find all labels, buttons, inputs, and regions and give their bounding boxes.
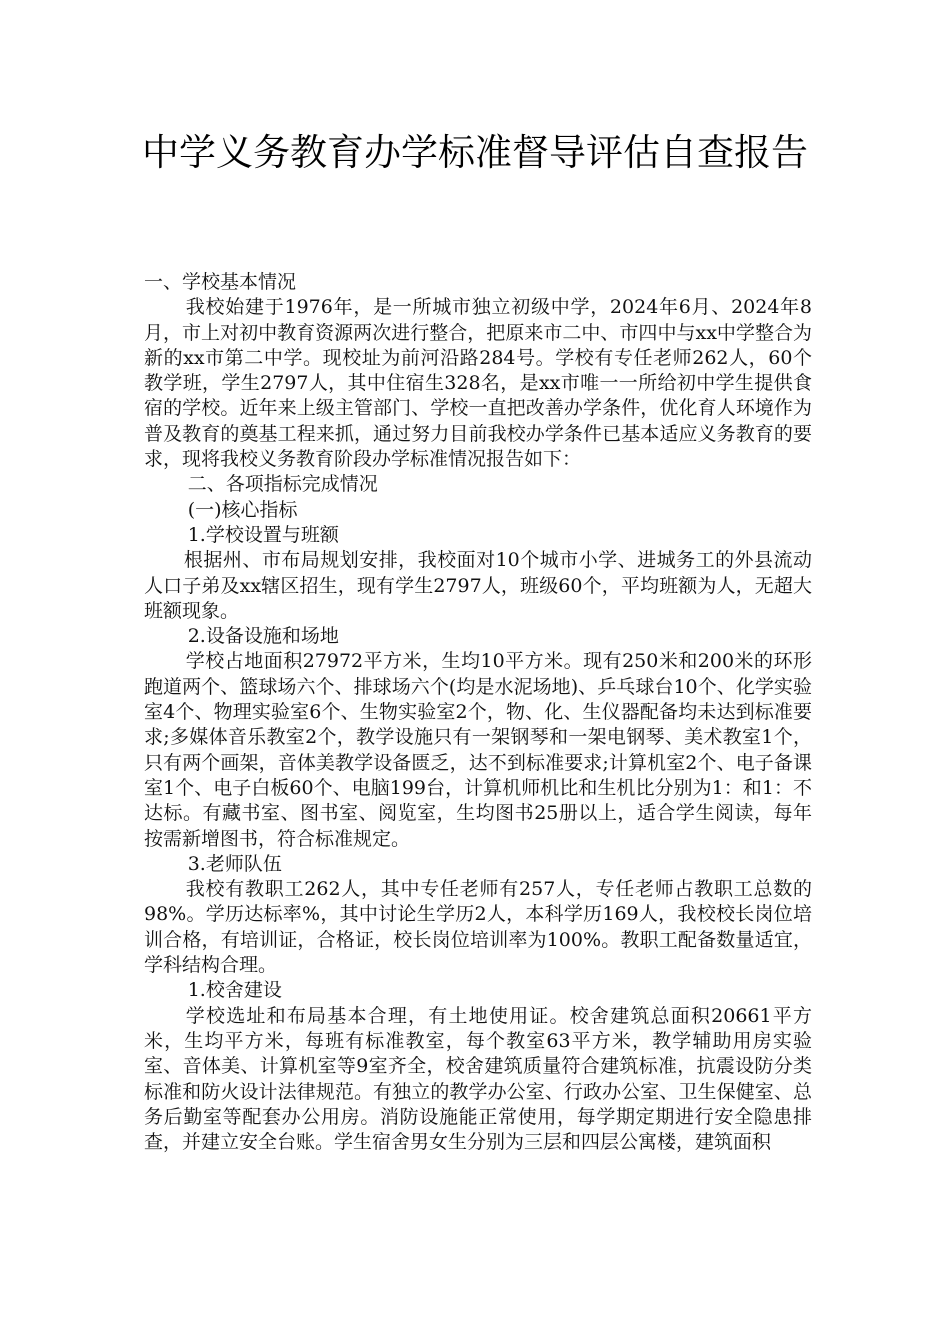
paragraph-setup: 根据州、市布局规划安排，我校面对10个城市小学、进城务工的外县流动人口子弟及xx辖区招生，现有学生2797人，班级60个，平均班额为人，无超大班额现象。 [144,549,812,622]
paragraph-buildings: 学校选址和布局基本合理，有土地使用证。校舍建筑总面积20661平方米，生均平方米，每班有标准教室，每个教室63平方米，教学辅助用房实验室、音体美、计算机室等9室齐全，校舍建筑质量符合建筑标准，抗震设防分类标准和防火设计法律规范。有独立的教学办公室、行政办公室、卫生保健室、总务后勤室等配套办公用房。消防设施能正常使用，每学期定期进行安全隐患排查，并建立安全台账。学生宿舍男女生分别为三层和四层公寓楼，建筑面积 [144,1004,812,1154]
section-heading-basic-info: 一、学校基本情况 [144,271,297,293]
document-title: 中学义务教育办学标准督导评估自查报告 [142,131,808,174]
item-heading-teachers: 3.老师队伍 [187,852,282,875]
section-heading-indicators: 二、各项指标完成情况 [187,473,378,496]
paragraph-facilities: 学校占地面积27972平方米，生均10平方米。现有250米和200米的环形跑道两个、篮球场六个、排球场六个(均是水泥场地)、乒乓球台10个、化学实验室4个、物理实验室6个、生物实验室2个，物、化、生仪器配备均未达到标准要求;多媒体音乐教室2个，教学设施只有一架钢琴和一架电钢琴、美术教室1个，只有两个画架，音体美教学设备匮乏，达不到标准要求;计算机室2个、电子备课室1个、电子白板60个、电脑199台，计算机师机比和生机比分别为1：和1：不达标。有藏书室、图书室、阅览室，生均图书25册以上，适合学生阅读，每年按需新增图书，符合标准规定。 [144,650,812,850]
paragraph-teachers: 我校有教职工262人，其中专任老师有257人，专任老师占教职工总数的98%。学历达标率%，其中讨论生学历2人，本科学历169人，我校校长岗位培训合格，有培训证，合格证，校长岗位培训率为100%。教职工配备数量适宜，学科结构合理。 [144,878,812,977]
item-heading-setup: 1.学校设置与班额 [187,523,339,546]
subsection-heading-core: (一)核心指标 [187,498,298,521]
item-heading-facilities: 2.设备设施和场地 [187,625,339,648]
paragraph-basic-info: 我校始建于1976年，是一所城市独立初级中学，2024年6月、2024年8月，市上对初中教育资源两次进行整合，把原来市二中、市四中与xx中学整合为新的xx市第二中学。现校址为前河沿路284号。学校有专任老师262人，60个教学班，学生2797人，其中住宿生328名，是xx市唯一一所给初中学生提供食宿的学校。近年来上级主管部门、学校一直把改善办学条件，优化育人环境作为普及教育的奠基工程来抓，通过努力目前我校办学条件已基本适应义务教育的要求，现将我校义务教育阶段办学标准情况报告如下： [144,296,812,471]
item-heading-buildings: 1.校舍建设 [187,979,282,1002]
document-body [144,270,812,1155]
